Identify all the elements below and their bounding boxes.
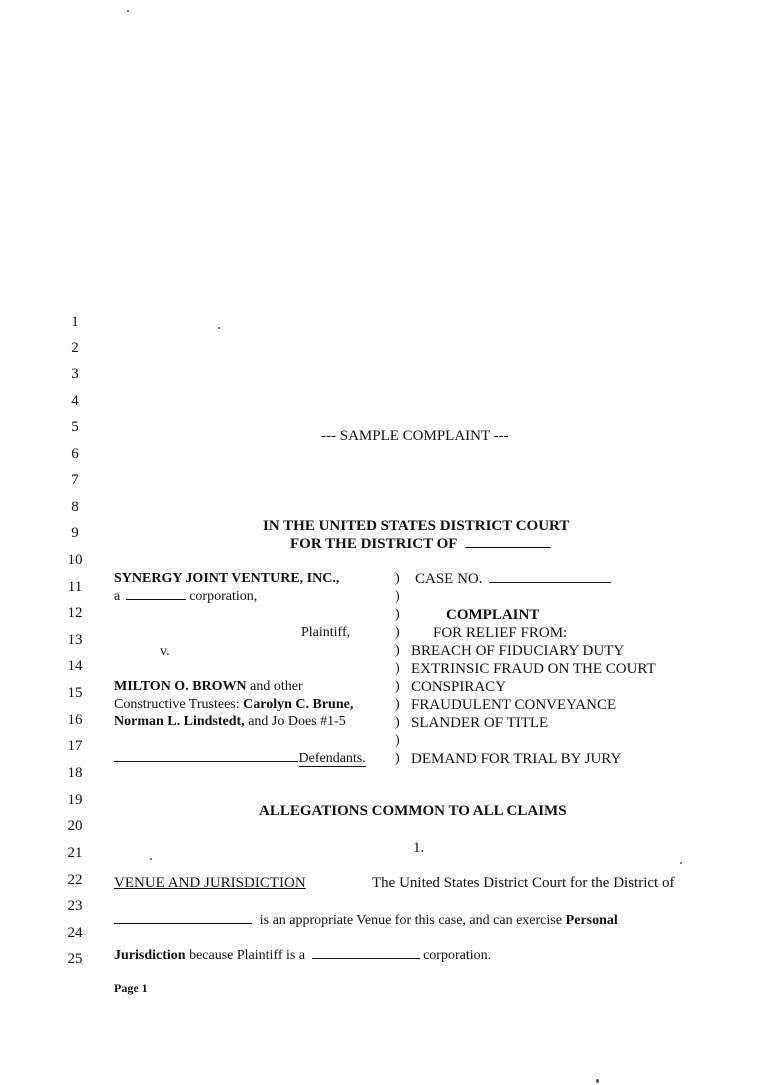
claim-item: BREACH OF FIDUCIARY DUTY [411,643,625,659]
for-relief-label: FOR RELIEF FROM: [433,625,568,641]
claim-item: EXTRINSIC FRAUD ON THE COURT [411,661,656,677]
caption-paren: ) [395,661,400,676]
district-blank [465,546,551,548]
venue-jurisdiction: Jurisdiction [114,948,186,963]
court-title-line1: IN THE UNITED STATES DISTRICT COURT [263,518,570,534]
caption-paren: ) [395,697,400,712]
case-number-line [415,571,611,588]
line-number: 18 [67,765,83,781]
caption-paren: ) [395,715,400,730]
line-number: 25 [67,951,83,967]
venue-line-2 [114,912,618,929]
venue-line-3 [114,948,491,964]
caption-paren: ) [395,679,400,694]
line-number: 23 [67,898,83,914]
line-number: 5 [71,419,79,435]
plaintiff-name: SYNERGY JOINT VENTURE, INC., [114,571,340,586]
caption-paren: ) [395,733,400,748]
claim-item: CONSPIRACY [411,679,507,695]
caption-paren: ) [395,625,400,640]
caption-paren: ) [395,589,400,604]
line-number: 2 [71,340,79,356]
line-number: 16 [67,712,83,728]
case-number-blank [489,581,611,583]
venue-text-4: corporation. [423,948,492,963]
plaintiff-state-blank [126,598,186,600]
plaintiff-corp-label: corporation, [189,589,258,604]
line-number: 20 [67,818,83,834]
venue-label [114,875,306,892]
line-number: 1 [71,314,79,330]
trustee-brune: Carolyn C. Brune, [243,697,354,712]
defendant-line2 [114,697,353,713]
line-number: 10 [67,552,83,568]
plaintiff-descriptor [114,589,257,605]
line-number: 3 [71,366,79,382]
venue-text-3: because Plaintiff is a [189,948,306,963]
scan-speck [218,327,220,329]
trustee-lindstedt: Norman L. Lindstedt, [114,714,245,729]
scan-speck [150,858,152,860]
line-number: 22 [67,872,83,888]
venue-heading: VENUE AND JURISDICTION [114,875,306,891]
scan-speck [596,1079,599,1083]
defendant-line1 [114,679,303,695]
line-number: 9 [71,525,79,541]
venue-district-blank [114,922,252,924]
line-number: 21 [67,845,83,861]
defendants-blank [114,760,298,762]
defendant-name: MILTON O. BROWN [114,679,247,694]
jury-demand: DEMAND FOR TRIAL BY JURY [411,751,622,767]
venue-personal: Personal [565,913,618,928]
line-number: 7 [71,472,79,488]
line-number: 17 [67,738,83,754]
paragraph-number: 1. [413,840,425,856]
defendant-line3 [114,714,346,730]
line-number: 8 [71,499,79,515]
caption-paren: ) [395,643,400,658]
scan-speck [127,10,129,12]
jo-does: and Jo Does #1-5 [248,714,346,729]
scan-speck [680,862,682,864]
venue-text-2: is an appropriate Venue for this case, and can exercise [259,913,562,928]
defendants-label: Defendants. [298,751,366,766]
defendants-line [114,751,366,767]
plaintiff-article: a [114,589,121,604]
case-number-label: CASE NO. [415,571,483,587]
constructive-trustees-label: Constructive Trustees: [114,697,240,712]
line-number: 19 [67,792,83,808]
caption-paren: ) [395,571,400,586]
line-number: 14 [67,658,83,674]
line-number: 24 [67,925,83,941]
venue-state-blank [312,957,420,959]
allegations-heading: ALLEGATIONS COMMON TO ALL CLAIMS [259,803,567,819]
plaintiff-label: Plaintiff, [301,625,351,640]
versus-label: v. [160,644,170,659]
caption-paren: ) [395,607,400,622]
caption-paren: ) [395,751,400,766]
claim-item: SLANDER OF TITLE [411,715,549,731]
line-number: 12 [67,605,83,621]
court-district-label: FOR THE DISTRICT OF [290,536,457,552]
venue-text-1: The United States District Court for the District of [372,875,675,891]
line-number: 13 [67,632,83,648]
line-number: 11 [67,579,83,595]
court-title-line2 [290,536,551,553]
line-number: 15 [67,685,83,701]
claim-item: FRAUDULENT CONVEYANCE [411,697,617,713]
sample-heading: --- SAMPLE COMPLAINT --- [321,428,509,444]
line-number: 4 [71,393,79,409]
defendant-and-other: and other [250,679,303,694]
page-footer: Page 1 [114,981,148,995]
complaint-title: COMPLAINT [446,607,540,623]
line-number: 6 [71,446,79,462]
